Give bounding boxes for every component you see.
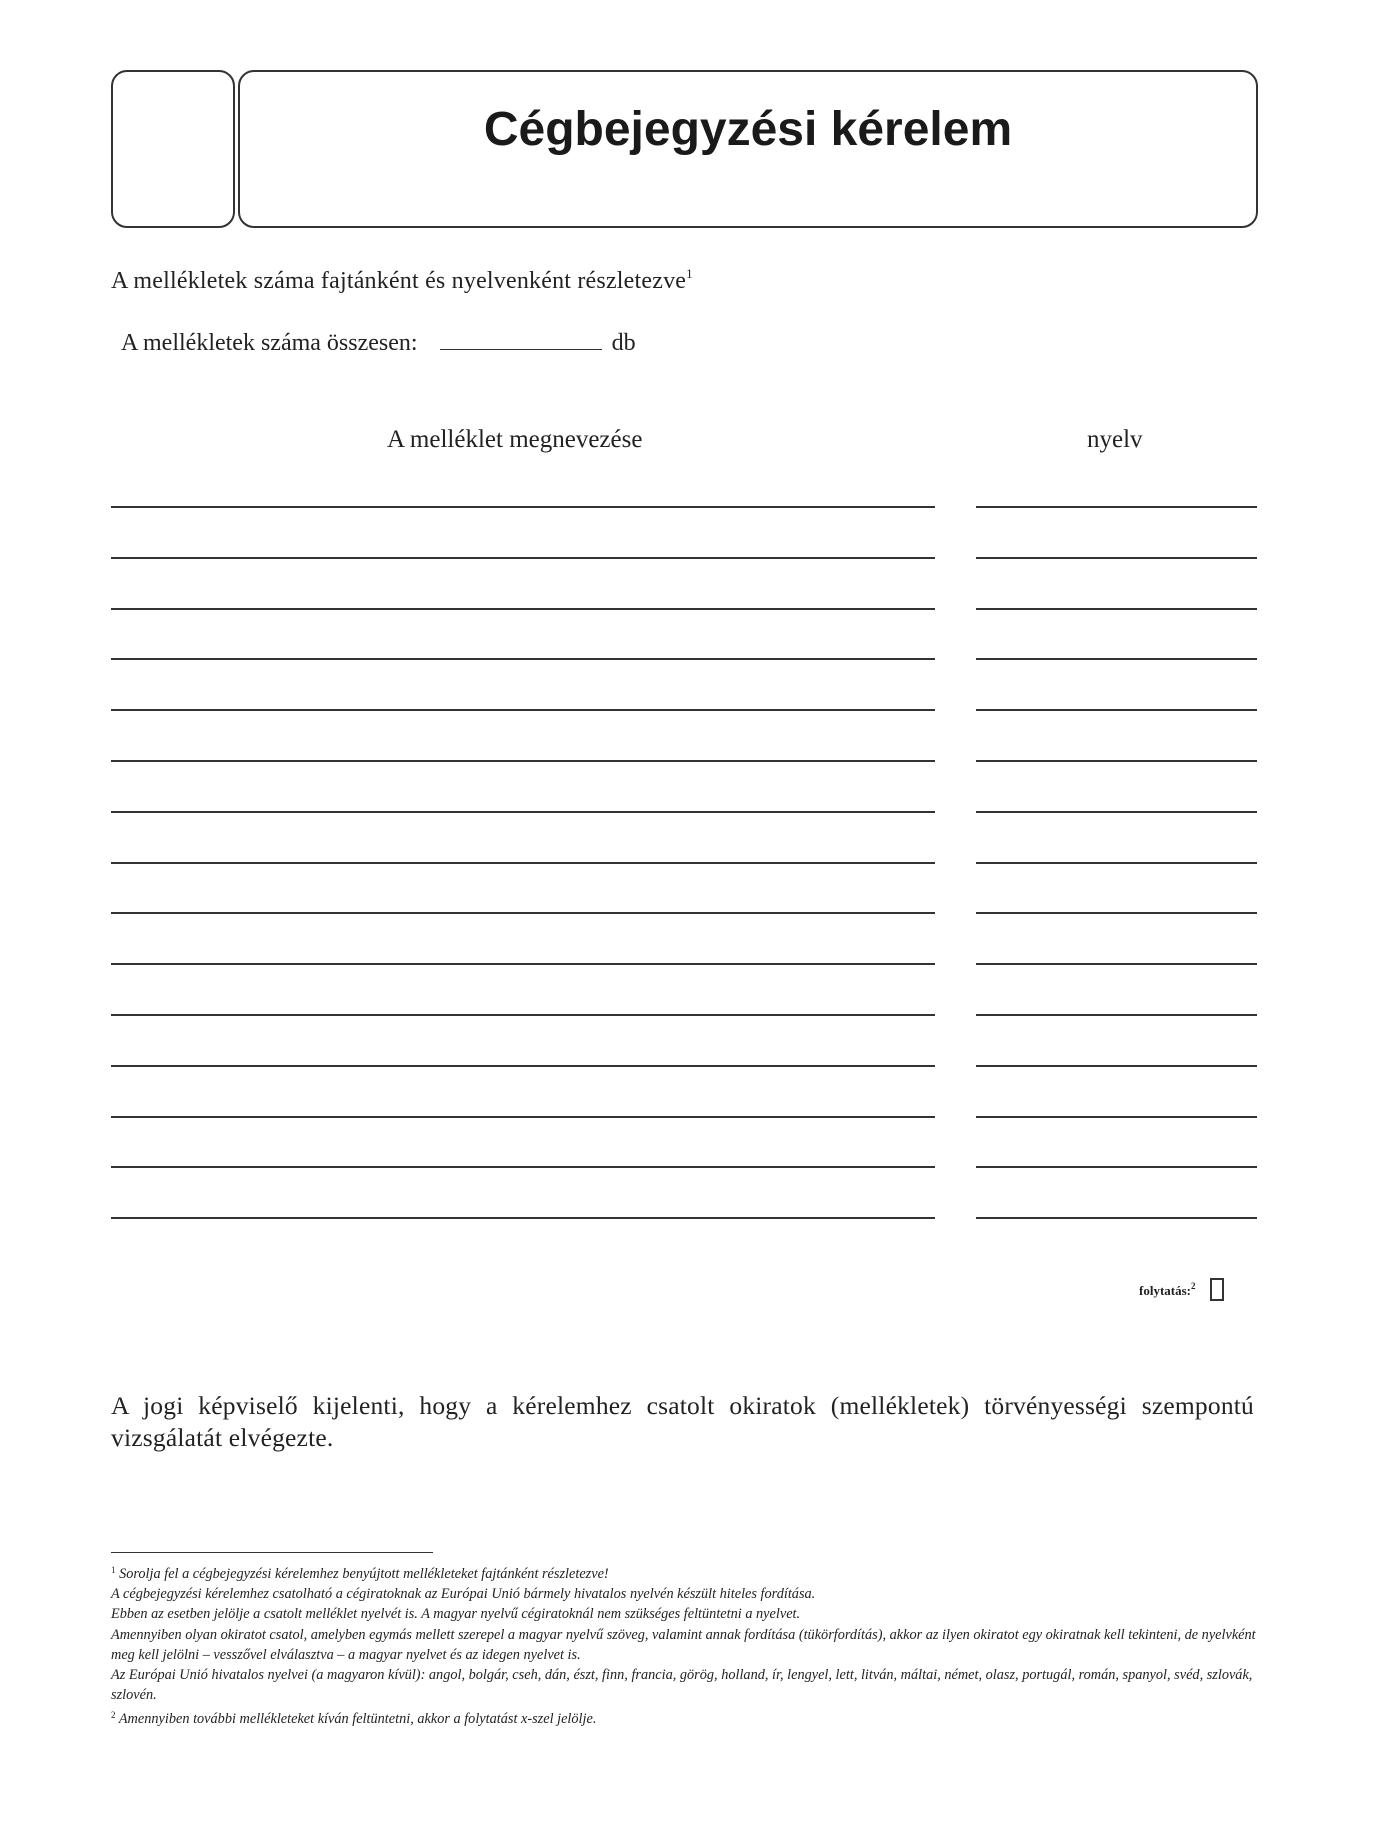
continuation-checkbox[interactable] (1210, 1278, 1224, 1301)
footnote-mark: 1 (111, 1565, 116, 1575)
footnote-line (111, 1625, 1257, 1665)
footnote-ref-1: 1 (686, 266, 693, 281)
legal-representative-statement: A jogi képviselő kijelenti, hogy a kérelemhez csatolt okiratok (mellékletek) törvényességi szempontú vizsgálatát elvégezte. (111, 1391, 1254, 1452)
attachment-language-field[interactable] (976, 557, 1257, 559)
continuation-label (1139, 1281, 1196, 1299)
attachment-name-field[interactable] (111, 709, 935, 711)
attachment-name-field[interactable] (111, 912, 935, 914)
attachment-language-field[interactable] (976, 1014, 1257, 1016)
footnote-line (111, 1584, 1257, 1604)
attachment-name-field[interactable] (111, 811, 935, 813)
footnote-text: Sorolja fel a cégbejegyzési kérelemhez benyújtott mellékleteket fajtánként részletezve! (119, 1566, 609, 1582)
footnote-text: Az Európai Unió hivatalos nyelvei (a magyaron kívül): angol, bolgár, cseh, dán, észt, finn, francia, görög, holland, ír, lengyel, lett, litván, máltai, német, olasz, portugál, román, spanyol, svéd, szlovák, szlovén. (111, 1667, 1253, 1704)
attachment-name-field[interactable] (111, 1116, 935, 1118)
attachment-language-field[interactable] (976, 1065, 1257, 1067)
footnote-text: A cégbejegyzési kérelemhez csatolható a cégiratoknak az Európai Unió bármely hivatalos nyelvén készült hiteles fordítása. (111, 1586, 816, 1603)
attachment-language-field[interactable] (976, 760, 1257, 762)
total-count-label: A mellékletek száma összesen: (121, 330, 418, 356)
attachment-language-field[interactable] (976, 912, 1257, 914)
footnote-line (111, 1560, 1257, 1584)
footnote-divider (111, 1552, 433, 1553)
attachment-name-field[interactable] (111, 557, 935, 559)
attachment-name-field[interactable] (111, 862, 935, 864)
attachment-name-field[interactable] (111, 1065, 935, 1067)
continuation-label-text: folytatás: (1139, 1282, 1191, 1298)
continuation (1139, 1278, 1224, 1301)
total-count-unit: db (611, 330, 636, 356)
page-title: Cégbejegyzési kérelem (483, 103, 1013, 156)
attachment-language-field[interactable] (976, 608, 1257, 610)
attachment-name-field[interactable] (111, 760, 935, 762)
attachment-language-field[interactable] (976, 506, 1257, 508)
footnote-line (111, 1665, 1257, 1705)
footnote-line (111, 1705, 1257, 1729)
attachment-language-field[interactable] (976, 1217, 1257, 1219)
footnote-text: Amennyiben olyan okiratot csatol, amelyben egymás mellett szerepel a magyar nyelvű szöveg, valamint annak fordítása (tükörfordítás), akkor az ilyen okiratot egy okiratnak kell tekinteni, de nyelvként meg kell jelölni – vesszővel elválasztva – a magyar nyelvet és az idegen nyelvet is. (111, 1626, 1256, 1663)
attachment-name-field[interactable] (111, 1166, 935, 1168)
attachment-name-field[interactable] (111, 1217, 935, 1219)
attachment-language-field[interactable] (976, 862, 1257, 864)
attachment-language-field[interactable] (976, 1166, 1257, 1168)
column-header-language: nyelv (1087, 426, 1143, 453)
attachment-language-field[interactable] (976, 963, 1257, 965)
footnote-text: Ebben az esetben jelölje a csatolt melléklet nyelvét is. A magyar nyelvű cégiratoknál nem szükséges feltüntetni a nyelvet. (111, 1606, 801, 1623)
column-header-name: A melléklet megnevezése (387, 426, 643, 453)
footnote-line (111, 1604, 1257, 1624)
attachment-name-field[interactable] (111, 658, 935, 660)
attachment-name-field[interactable] (111, 506, 935, 508)
footnote-text: Amennyiben további mellékleteket kíván feltüntetni, akkor a folytatást x-szel jelölje. (118, 1711, 597, 1728)
footnote-mark: 2 (111, 1710, 116, 1721)
attachment-language-field[interactable] (976, 1116, 1257, 1118)
attachment-language-field[interactable] (976, 709, 1257, 711)
attachment-name-field[interactable] (111, 1014, 935, 1016)
attachment-name-field[interactable] (111, 608, 935, 610)
attachments-subtitle-text: A mellékletek száma fajtánként és nyelvenként részletezve (111, 268, 687, 294)
attachment-language-field[interactable] (976, 811, 1257, 813)
footnotes (111, 1560, 1257, 1730)
footnote-ref-2: 2 (1191, 1280, 1196, 1291)
attachment-name-field[interactable] (111, 963, 935, 965)
attachment-language-field[interactable] (976, 658, 1257, 660)
